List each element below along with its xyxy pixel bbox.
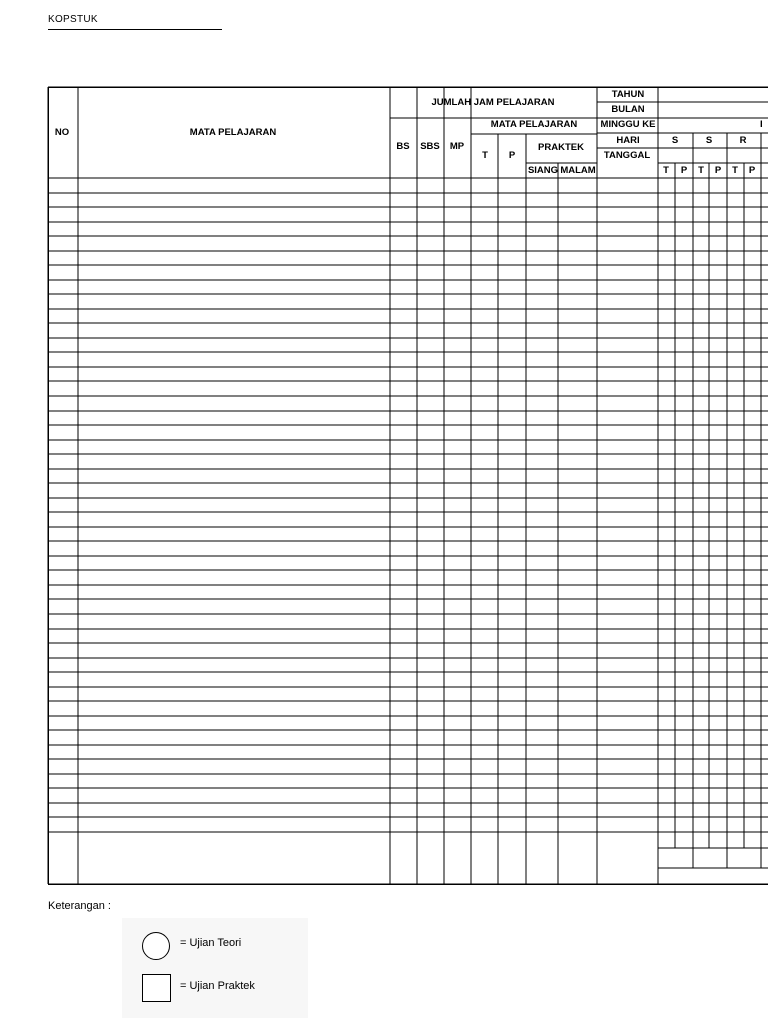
legend-theory-label: = Ujian Teori — [180, 937, 242, 949]
header-week-edge: I — [760, 119, 763, 130]
header-year: TAHUN — [611, 89, 645, 100]
letterhead-label: KOPSTUK — [48, 14, 98, 25]
legend-title: Keterangan : — [48, 900, 111, 912]
tp-letter: T — [698, 165, 704, 176]
header-week: MINGGU KE — [600, 119, 656, 130]
tp-letter: P — [714, 165, 722, 176]
header-subject: MATA PELAJARAN — [189, 127, 277, 138]
header-weekday: HARI — [616, 135, 640, 146]
tp-letter: P — [748, 165, 756, 176]
tp-letter: P — [680, 165, 688, 176]
header-practice-short: P — [508, 150, 516, 161]
header-no: NO — [54, 127, 70, 138]
header-theory: T — [482, 150, 488, 161]
header-bs: BS — [396, 141, 410, 152]
square-icon — [142, 974, 171, 1002]
legend-practice-label: = Ujian Praktek — [180, 980, 255, 992]
header-sbs: SBS — [420, 141, 440, 152]
day-letter: S — [705, 135, 713, 146]
header-day: SIANG — [527, 165, 559, 176]
header-subject-group: MATA PELAJARAN — [490, 119, 578, 130]
circle-icon — [142, 932, 170, 960]
day-letter: R — [739, 135, 747, 146]
header-night: MALAM — [560, 165, 596, 176]
header-date: TANGGAL — [603, 150, 651, 161]
header-mp: MP — [449, 141, 465, 152]
tp-letter: T — [732, 165, 738, 176]
day-letter: S — [671, 135, 679, 146]
header-total-hours: JUMLAH JAM PELAJARAN — [431, 97, 555, 108]
header-practice: PRAKTEK — [538, 142, 584, 153]
header-month: BULAN — [611, 104, 645, 115]
tp-letter: T — [663, 165, 669, 176]
